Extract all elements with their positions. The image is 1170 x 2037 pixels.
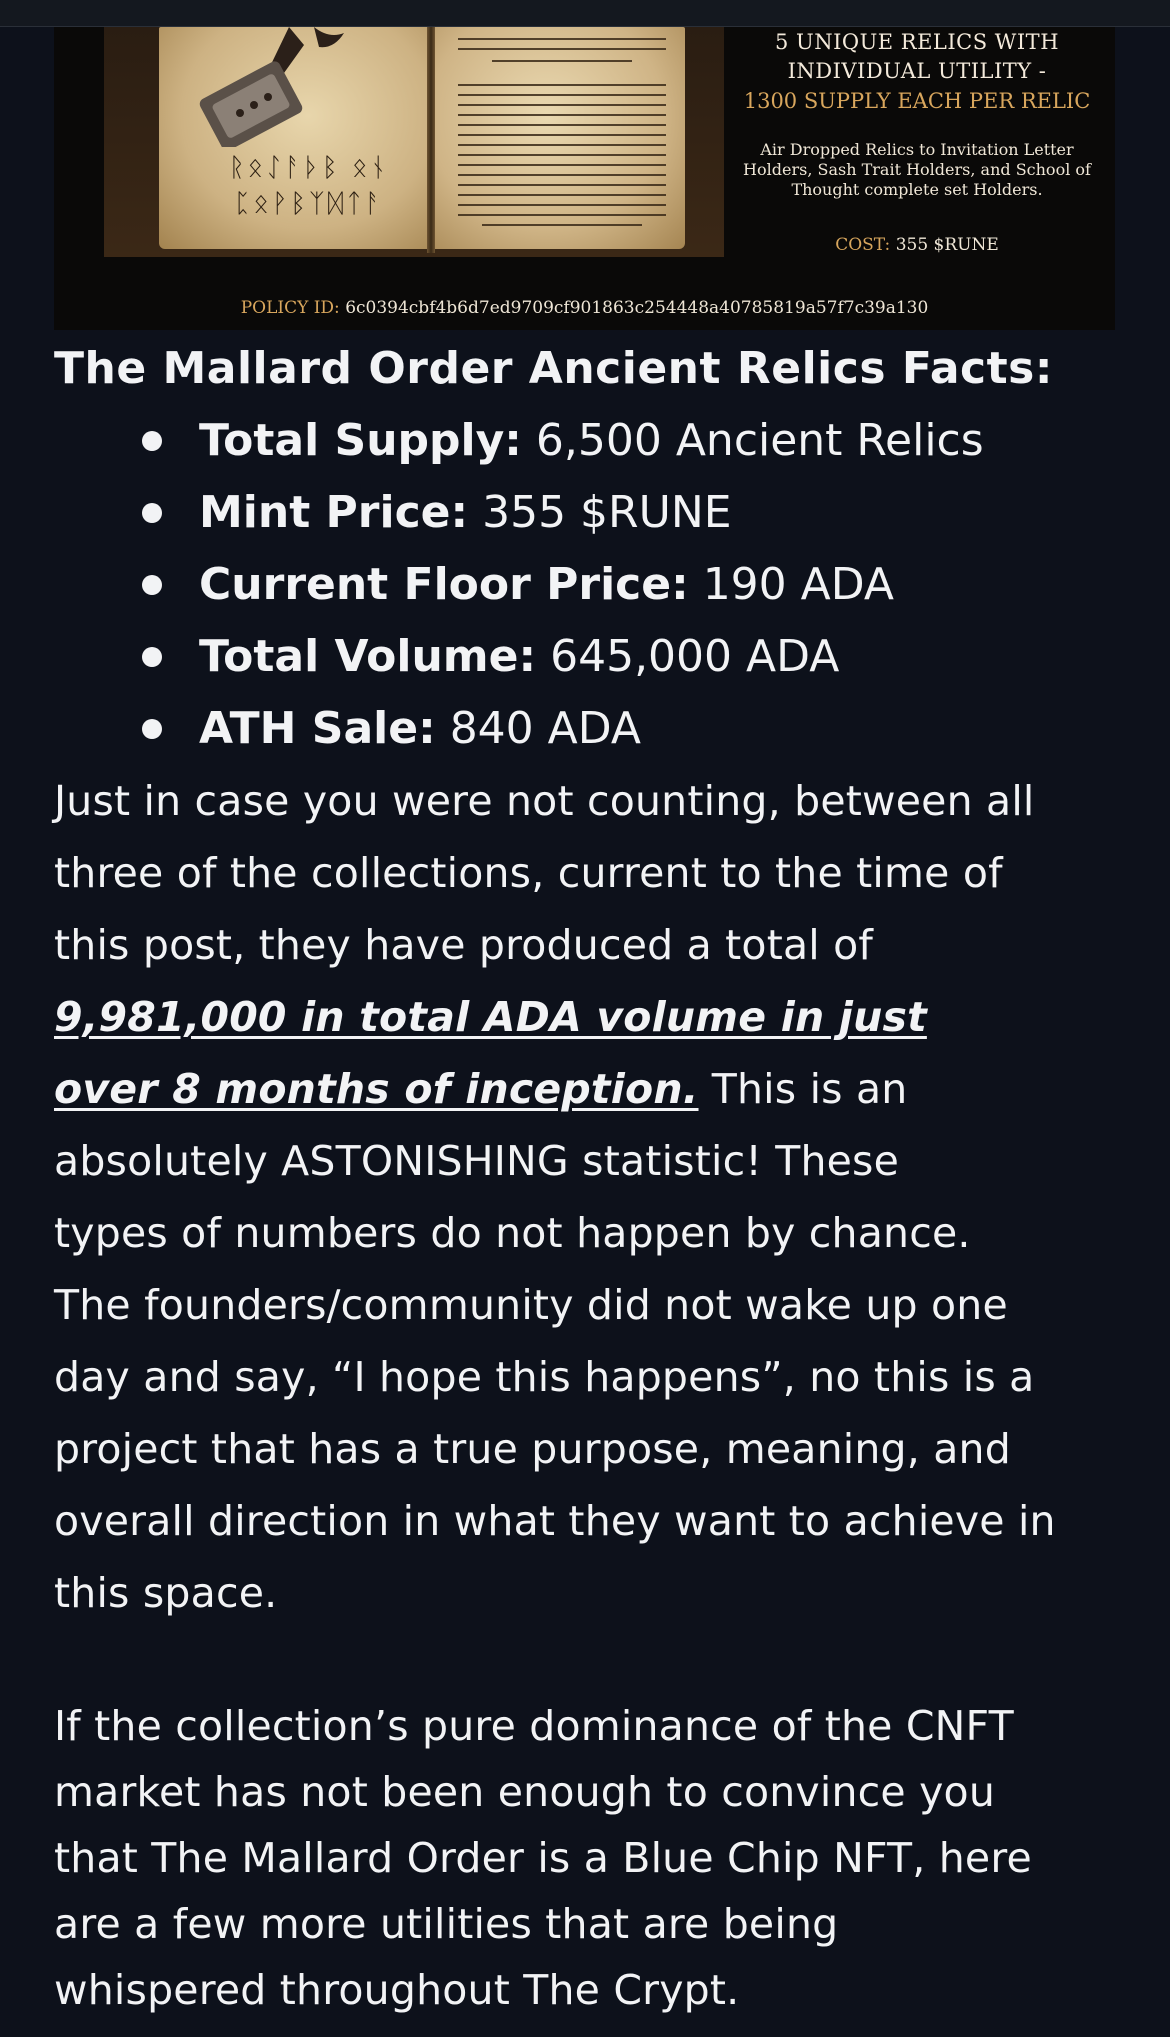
bullet-icon [142, 503, 162, 523]
fact-item-total-supply [138, 405, 1144, 477]
text-line: day and say, “I hope this happens”, no this is a [54, 1353, 1035, 1401]
rune-text-block [452, 33, 672, 243]
text-line: this space. [54, 1569, 278, 1617]
bullet-icon [142, 719, 162, 739]
text-line: This is an [698, 1065, 908, 1113]
ancient-book-image [104, 27, 724, 257]
relic-axe-icon [194, 27, 364, 147]
policy-id-value: 6c0394cbf4b6d7ed9709cf901863c254448a40785819a57f7c39a130 [345, 298, 929, 318]
text-line: If the collection’s pure dominance of the CNFT [54, 1702, 1014, 1750]
top-bar [0, 0, 1170, 27]
text-line: Just in case you were not counting, between all [54, 777, 1035, 825]
book-spine [427, 27, 435, 253]
cost-label: COST: [835, 235, 891, 255]
cost-value: 355 $RUNE [895, 235, 999, 255]
article-body [54, 333, 1144, 2023]
relics-banner-image [54, 27, 1115, 330]
text-line: The founders/community did not wake up one [54, 1281, 1008, 1329]
relic-headline-1: 5 UNIQUE RELICS WITH [774, 30, 1060, 54]
bullet-icon [142, 431, 162, 451]
fact-item-total-volume [138, 621, 1144, 693]
text-line: absolutely ASTONISHING statistic! These [54, 1137, 900, 1185]
fact-key: Total Volume: [199, 631, 537, 682]
facts-list [54, 405, 1144, 765]
text-line: this post, they have produced a total of [54, 921, 874, 969]
bullet-icon [142, 647, 162, 667]
text-line: that The Mallard Order is a Blue Chip NFT, here [54, 1834, 1032, 1882]
relic-supply: 1300 SUPPLY EACH PER RELIC [743, 89, 1091, 113]
fact-key: ATH Sale: [199, 703, 436, 754]
fact-key: Current Floor Price: [199, 559, 689, 610]
text-line: market has not been enough to convince you [54, 1768, 996, 1816]
fact-value: 645,000 ADA [536, 631, 840, 682]
policy-id-line [54, 298, 1115, 318]
text-line: overall direction in what they want to achieve in [54, 1497, 1056, 1545]
air-drop-text: Air Dropped Relics to Invitation Letter Holders, Sash Trait Holders, and School of Thought complete set Holders. [743, 140, 1091, 199]
relic-info-panel [719, 27, 1115, 330]
fact-key: Mint Price: [199, 487, 469, 538]
facts-heading: The Mallard Order Ancient Relics Facts: [54, 343, 1053, 394]
fact-item-floor-price [138, 549, 1144, 621]
text-line: three of the collections, current to the time of [54, 849, 1003, 897]
text-line: project that has a true purpose, meaning, and [54, 1425, 1011, 1473]
blue-chip-paragraph [54, 1693, 1144, 2023]
fact-key: Total Supply: [199, 415, 522, 466]
fact-value: 190 ADA [688, 559, 894, 610]
fact-value: 840 ADA [435, 703, 641, 754]
rune-glyphs-line-1: ᚱᛟᛇᚨᚦᛒ ᛟᚾ [228, 153, 390, 183]
fact-item-ath-sale [138, 693, 1144, 765]
fact-item-mint-price [138, 477, 1144, 549]
volume-highlight-link-cont[interactable]: over 8 months of inception. [54, 1065, 699, 1113]
relic-headline-2: INDIVIDUAL UTILITY - [787, 59, 1047, 83]
fact-value: 6,500 Ancient Relics [521, 415, 984, 466]
policy-id-label: POLICY ID: [240, 298, 340, 318]
fact-value: 355 $RUNE [468, 487, 732, 538]
text-line: types of numbers do not happen by chance. [54, 1209, 971, 1257]
text-line: are a few more utilities that are being [54, 1900, 839, 1948]
text-line: whispered throughout The Crypt. [54, 1966, 740, 2014]
bullet-icon [142, 575, 162, 595]
cost-line [719, 235, 1115, 255]
rune-glyphs-line-2: ᛈᛟᚹᛒᛉᛞᛏᚨ [234, 189, 384, 219]
volume-paragraph [54, 765, 1144, 1629]
volume-highlight-link[interactable]: 9,981,000 in total ADA volume in just [54, 993, 927, 1041]
